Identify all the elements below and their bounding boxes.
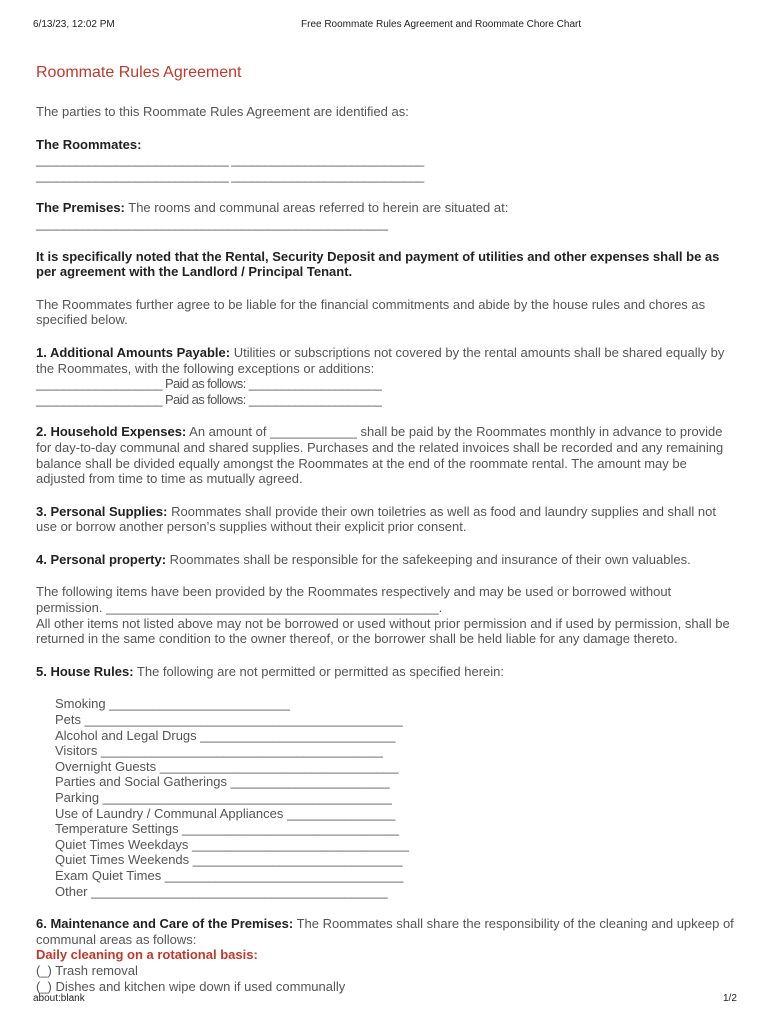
section-additional-amounts xyxy=(36,345,736,407)
chore-checkbox-item: (_) Dishes and kitchen wipe down if used communally xyxy=(36,978,346,994)
provided-items-paragraph xyxy=(36,584,736,646)
house-rule-item: Parking ________________________________________ xyxy=(55,790,392,805)
payment-blank-line: ___________________ Paid as follows: ____________________ xyxy=(36,376,382,392)
further-agree-paragraph: The Roommates further agree to be liable for the financial commitments and abide by the house rules and chores as specified below. xyxy=(36,296,706,328)
daily-cleaning-heading: Daily cleaning on a rotational basis: xyxy=(36,947,258,963)
print-date: 6/13/23, 12:02 PM xyxy=(33,19,115,30)
section-3-text: Roommates shall provide their own toiletries as well as food and laundry supplies and shall not use or borrow another person’s supplies without their explicit prior consent. xyxy=(36,503,716,535)
premises-label: The Premises: xyxy=(36,200,125,216)
landlord-note xyxy=(36,249,736,280)
payment-blank-line: ___________________ Paid as follows: ____________________ xyxy=(36,391,382,407)
section-maintenance xyxy=(36,916,736,994)
roommates-section xyxy=(36,137,736,184)
intro-paragraph: The parties to this Roommate Rules Agreement are identified as: xyxy=(36,104,409,119)
section-5-text: The following are not permitted or permitted as specified herein: xyxy=(136,663,505,679)
section-1-text: Utilities or subscriptions not covered by the rental amounts shall be shared equally by the Roommates, with the following exceptions or additions: xyxy=(36,344,725,376)
house-rule-item: Quiet Times Weekends _____________________________ xyxy=(55,852,403,868)
premises-section xyxy=(36,200,736,231)
other-items-text: All other items not listed above may not be borrowed or used without prior permission and if used by permission, shall be returned in the same condition to the owner thereof, or the borrower shall be held liable for any damage thereto. xyxy=(36,615,730,647)
section-4-label: 4. Personal property: xyxy=(36,551,167,567)
house-rule-item: Quiet Times Weekdays ______________________________ xyxy=(55,836,409,852)
chore-checkbox-item: (_) Trash removal xyxy=(36,962,138,978)
section-6-label: 6. Maintenance and Care of the Premises: xyxy=(36,916,294,932)
section-5-label: 5. House Rules: xyxy=(36,663,134,679)
house-rule-item: Smoking _________________________ xyxy=(55,696,290,712)
section-6-text: The Roommates shall share the responsibility of the cleaning and upkeep of communal areas as follows: xyxy=(36,916,734,947)
section-house-rules xyxy=(36,664,736,680)
section-3-label: 3. Personal Supplies: xyxy=(36,503,168,519)
document-title: Roommate Rules Agreement xyxy=(36,64,242,81)
footer-url: about:blank xyxy=(33,993,85,1004)
roommates-blank-line: _____________________________ _____________________________ xyxy=(36,167,424,183)
house-rule-item: Pets ____________________________________________ xyxy=(55,712,403,728)
section-2-text: An amount of ____________ shall be paid by the Roommates monthly in advance to provide for day-to-day communal and shared supplies. Purchases and the related invoices shall be recorded and any remaining balance shall be divided equally amongst the Roommates at the end of the roommate rental. The amount may be adjusted from time to time as mutually agreed. xyxy=(36,424,724,487)
section-4-text: Roommates shall be responsible for the safekeeping and insurance of their own valuables. xyxy=(169,551,691,567)
section-personal-property xyxy=(36,552,736,568)
landlord-note-text: It is specifically noted that the Rental, Security Deposit and payment of utilities and other expenses shall be as per agreement with the Landlord / Principal Tenant. xyxy=(36,248,720,280)
page-number: 1/2 xyxy=(723,993,737,1004)
roommates-label: The Roommates: xyxy=(36,136,142,152)
document-body xyxy=(36,63,736,994)
house-rule-item: Other _________________________________________ xyxy=(55,883,388,899)
section-household-expenses xyxy=(36,424,736,486)
premises-text: The rooms and communal areas referred to herein are situated at: xyxy=(128,200,509,216)
house-rule-item: Use of Laundry / Communal Appliances _______________ xyxy=(55,805,396,821)
premises-blank-line: _____________________________________________________ xyxy=(36,215,388,231)
provided-items-text: The following items have been provided by the Roommates respectively and may be used or borrowed without permission. ______________________________________________. xyxy=(36,584,672,616)
house-rule-item: Alcohol and Legal Drugs ___________________________ xyxy=(55,727,396,743)
house-rules-list xyxy=(55,696,736,899)
house-rule-item: Temperature Settings ______________________________ xyxy=(55,821,400,837)
section-personal-supplies xyxy=(36,504,736,535)
house-rule-item: Visitors _______________________________________ xyxy=(55,743,383,759)
house-rule-item: Overnight Guests _________________________________ xyxy=(55,758,399,774)
section-1-label: 1. Additional Amounts Payable: xyxy=(36,344,231,360)
page-header-title: Free Roommate Rules Agreement and Roommate Chore Chart xyxy=(301,19,582,30)
house-rule-item: Parties and Social Gatherings ______________________ xyxy=(55,774,390,790)
house-rule-item: Exam Quiet Times _________________________________ xyxy=(55,867,404,883)
section-2-label: 2. Household Expenses: xyxy=(36,424,187,440)
roommates-blank-line: _____________________________ _____________________________ xyxy=(36,152,424,168)
